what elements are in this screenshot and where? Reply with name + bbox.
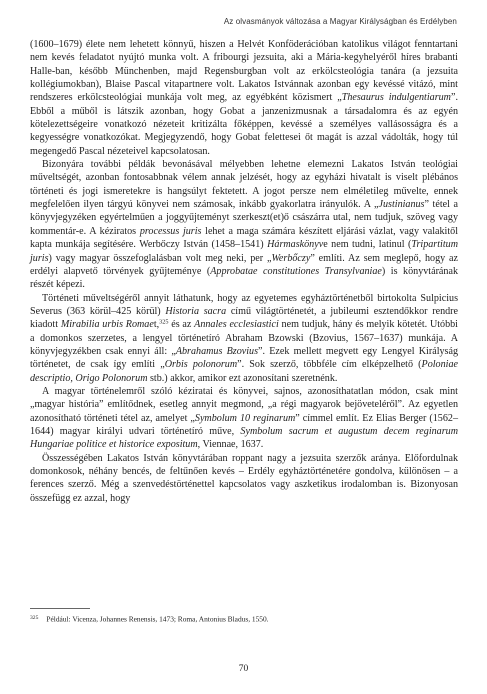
text-run: ”. Ezek mellett megvett egy Lengyel Királyság történetet, de csak így említi „ [30,345,458,371]
text-run: t, [153,319,160,331]
running-header: Az olvasmányok változása a Magyar Királyságban és Erdélyben [223,17,457,26]
italic-title: Justinianus [378,199,425,211]
footnote-reference: 325 [159,318,169,326]
footnote-divider [30,608,90,609]
text-run: ) vagy magyar összefoglalásban volt meg neki, per „ [48,252,272,264]
italic-title: Approbatae constitutiones Transylvaniae [210,265,382,277]
text-run: stb.) akkor, amikor ezt azonosítani szeretnénk. [147,372,338,384]
text-run: lehet a maga számára készített eljárási vázlat, vagy valakitől kapta munkája segítésére. Werbőczy István (1458–1541) [30,225,458,251]
text-run: ” említi. Az sem meglepő, hogy az erdélyi alapvető törvények gyűjteménye ( [30,252,458,277]
page-number: 70 [238,664,249,674]
italic-title: processus juris [139,225,202,237]
italic-title: Mirabilia urbis Romae [60,319,154,331]
italic-title: Tripartitum juris [30,239,458,264]
text-run: Összességében Lakatos István könyvtárában roppant nagy a jezsuita szerzők aránya. Előfordulnak domonkosok, néhány bencés, de feltűnően kevés – Erdély egyháztörténetére gondolva, különösen – a ferences szerző. Még a szenvedéstörténettel kapcsolatos vagy aszketikus irodalomban is. Bizonyosan összefügg ez azzal, hogy [30,452,458,504]
italic-title: Abrahamus Bzovius [175,345,259,357]
italic-title: Symbolum 10 reginarum [194,412,296,424]
paragraph-3 [30,292,458,385]
text-run: és az [168,319,195,331]
text-run: (1600–1679) élete nem lehetett könnyű, hiszen a Helvét Konföderációban katolikus világot fenntartani nem kevés feladatot nyújtó munka volt. A fribourgi jezsuita, aki a Mária-kegyhelyéről híres brabanti Halle-ban, később Münchenben, majd Regensburgban volt az erkölcsteológia tanára (a jezsuita kollégiumokban), Blaise Pascal vitapartnere volt. Lakatos Istvánnak azonban egy kevéssé vitázó, mint rendszeres erkölcsteológiai munkája volt meg, az egyébként közismert „ [30,39,458,104]
text-run: A magyar történelemről szóló kéziratai és könyvei, sajnos, azonosíthatatlan módon, csak mint „magyar história” említődnek, esetleg annyit megmond, „a régi magyarok bejöveteléről”. Az egyetlen azonosítható történeti tétel az, amelyet „ [30,385,458,424]
text-run: nem tudjuk, hány és melyik kötetét. Utóbbi a domonkos szerzetes, a lengyel történetíró Abraham Bzowski (Bzovius, 1567–1637) munkája. A könyvjegyzékben csak ennyi áll: „ [30,319,458,357]
footnote [30,614,458,624]
text-run: ”. Ebből a műből is látszik azonban, hogy Gobat a janzenizmusnak a társadalomra és az egyén kötelezettségeire vonatkozó nézeteit kritizálta főképpen, kevéssé a személyes vallásosságra és a kegyességre vonatkozókat. Megjegyzendő, hogy Gobat felettesei őt magát is azzal vádolták, hogy túl megengedő Pascal nézeteivel kapcsolatosan. [30,92,458,157]
text-run: e nem tudni, latinul ( [323,239,412,251]
text-run: ” címmel említ. Ez Elias Berger (1562–1644) magyar királyi udvari történetíró műve, [30,412,458,437]
italic-title: Annales ecclesiastici [194,319,279,331]
footnote-number: 325 [30,615,39,621]
paragraph-5 [30,452,458,505]
italic-title: Historia sacra [165,305,227,317]
paragraph-1 [30,38,458,158]
text-run: című világtörténetét, a jubileumi esztendőkkor rendre kiadott [30,305,459,331]
italic-title: Poloniae descriptio, Origo Polonorum [30,359,458,384]
paragraph-2 [30,158,458,291]
italic-title: Hármaskönyv [267,239,324,251]
text-run: Történeti műveltségéről annyit láthatunk, hogy az egyetemes egyháztörténetből birtokolta Sulpicius Severus (363 körül–425 körül) [30,292,458,317]
text-run: ” tétel a könyvjegyzéken egyértelműen a joggyűjteményt szerkeszt(et)ő császárra utal, nem tudjuk, szöveg vagy kommentár-e. A kéziratos [30,199,458,237]
text-run: ”. Sok szerző, többféle cím elképzelhető ( [237,359,422,371]
text-run: , Viennae, 1637. [197,439,264,451]
text-run: ) is könyvtárának részét képezi. [30,265,458,291]
italic-title: Werbőczy [271,252,311,264]
italic-title: Symbolum sacrum et augustum decem reginarum Hungariae politice et historice expositum [30,425,458,451]
paragraph-4 [30,385,458,452]
footnote-text: Például: Vicenza, Johannes Renensis, 1473; Roma, Antonius Bladus, 1550. [46,614,269,624]
body-text [30,38,458,505]
italic-title: Thesaurus indulgentiarum [341,92,451,104]
italic-title: Orbis polonorum [164,359,238,371]
text-run: Bizonyára további példák bevonásával mélyebben lehetne elemezni Lakatos István teológiai műveltségét, azonban fontosabbnak vélem annak jelzését, hogy az egyházi hivatalt is viselt plébános történeti és jogi ismeretekre is hangsúlyt fektetett. A jogot persze nem elméletileg művelte, ennek megfelelően ilyen tárgyú könyvei nem számosak, inkább gyakorlatra irányulók. A „ [30,159,458,211]
